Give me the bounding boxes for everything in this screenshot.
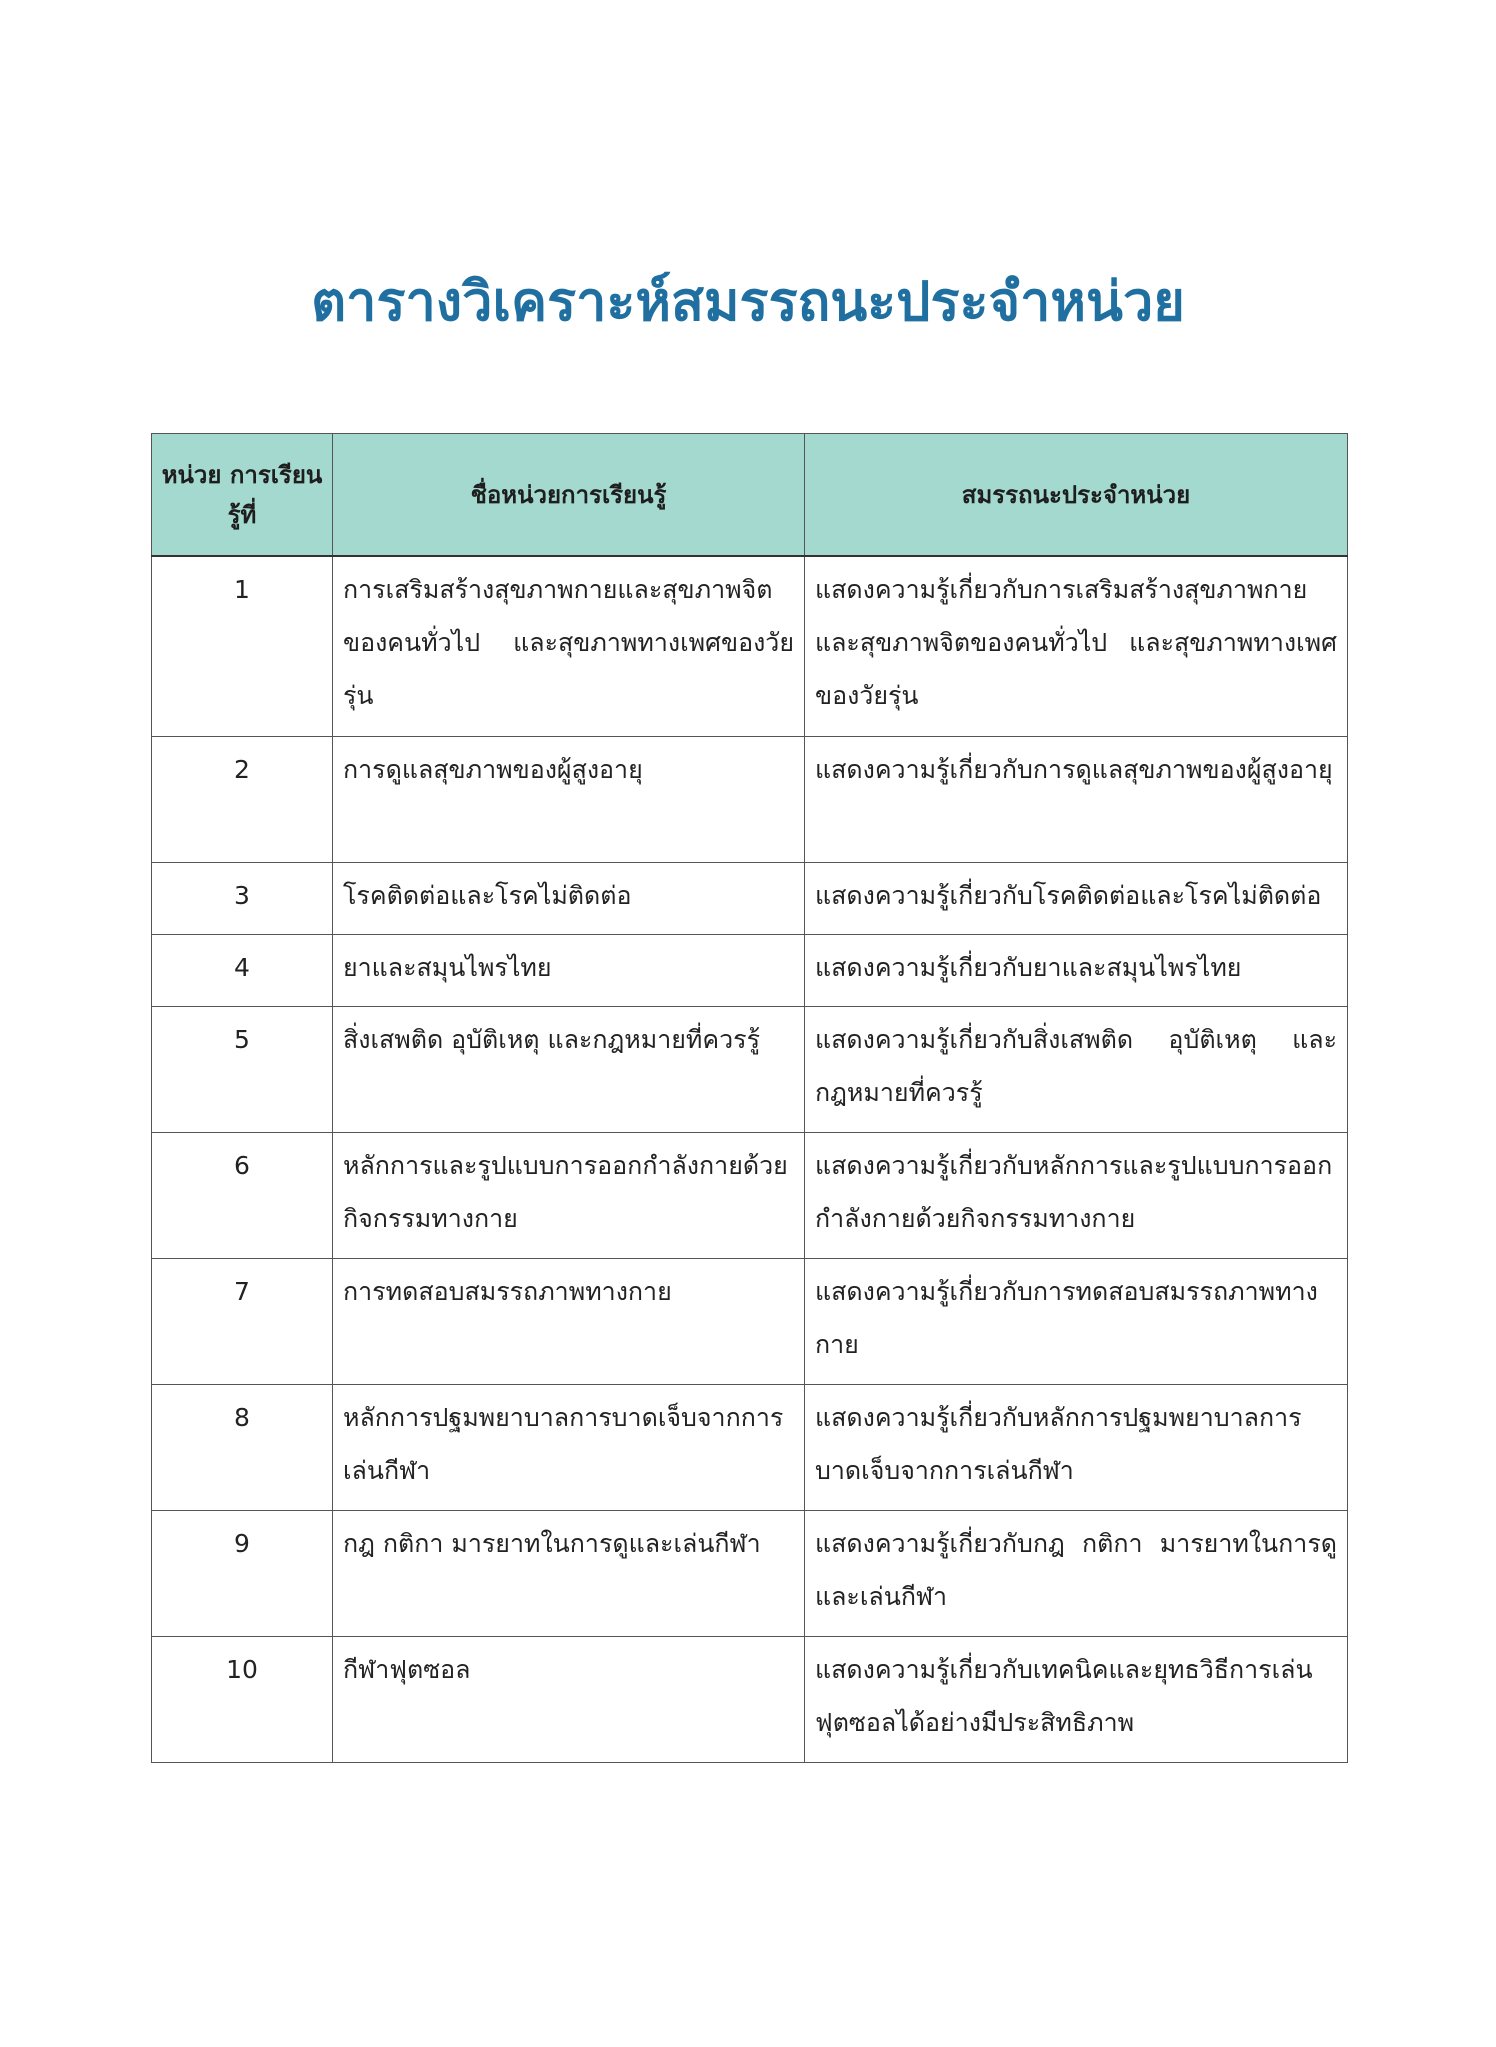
unit-number: 10 bbox=[152, 1636, 333, 1762]
unit-name: หลักการและรูปแบบการออกกำลังกายด้วยกิจกรรมทางกาย bbox=[333, 1132, 805, 1258]
unit-competency: แสดงความรู้เกี่ยวกับสิ่งเสพติด อุบัติเหตุ และกฎหมายที่ควรรู้ bbox=[805, 1006, 1348, 1132]
unit-name: สิ่งเสพติด อุบัติเหตุ และกฎหมายที่ควรรู้ bbox=[333, 1006, 805, 1132]
unit-name: การเสริมสร้างสุขภาพกายและสุขภาพจิตของคนทั่วไป และสุขภาพทางเพศของวัยรุ่น bbox=[333, 556, 805, 736]
unit-number: 1 bbox=[152, 556, 333, 736]
unit-number: 8 bbox=[152, 1384, 333, 1510]
table-row bbox=[152, 736, 1348, 862]
header-row bbox=[152, 434, 1348, 557]
unit-competency: แสดงความรู้เกี่ยวกับโรคติดต่อและโรคไม่ติดต่อ bbox=[805, 862, 1348, 934]
unit-competency: แสดงความรู้เกี่ยวกับการดูแลสุขภาพของผู้สูงอายุ bbox=[805, 736, 1348, 862]
table-row bbox=[152, 934, 1348, 1006]
table-row bbox=[152, 862, 1348, 934]
competency-table bbox=[151, 433, 1348, 1763]
unit-number: 9 bbox=[152, 1510, 333, 1636]
unit-competency: แสดงความรู้เกี่ยวกับเทคนิคและยุทธวิธีการเล่นฟุตซอลได้อย่างมีประสิทธิภาพ bbox=[805, 1636, 1348, 1762]
table-row bbox=[152, 1384, 1348, 1510]
unit-competency: แสดงความรู้เกี่ยวกับการเสริมสร้างสุขภาพกายและสุขภาพจิตของคนทั่วไป และสุขภาพทางเพศของวัยรุ่น bbox=[805, 556, 1348, 736]
unit-name: หลักการปฐมพยาบาลการบาดเจ็บจากการเล่นกีฬา bbox=[333, 1384, 805, 1510]
header-unit-number: หน่วย การเรียนรู้ที่ bbox=[152, 434, 333, 557]
unit-number: 4 bbox=[152, 934, 333, 1006]
unit-competency: แสดงความรู้เกี่ยวกับการทดสอบสมรรถภาพทางกาย bbox=[805, 1258, 1348, 1384]
unit-number: 3 bbox=[152, 862, 333, 934]
unit-number: 2 bbox=[152, 736, 333, 862]
unit-competency: แสดงความรู้เกี่ยวกับหลักการและรูปแบบการออกกำลังกายด้วยกิจกรรมทางกาย bbox=[805, 1132, 1348, 1258]
unit-name: กีฬาฟุตซอล bbox=[333, 1636, 805, 1762]
table-row bbox=[152, 1132, 1348, 1258]
unit-competency: แสดงความรู้เกี่ยวกับหลักการปฐมพยาบาลการบาดเจ็บจากการเล่นกีฬา bbox=[805, 1384, 1348, 1510]
table-row bbox=[152, 1636, 1348, 1762]
unit-name: โรคติดต่อและโรคไม่ติดต่อ bbox=[333, 862, 805, 934]
table-row bbox=[152, 1510, 1348, 1636]
table-row bbox=[152, 556, 1348, 736]
unit-competency: แสดงความรู้เกี่ยวกับยาและสมุนไพรไทย bbox=[805, 934, 1348, 1006]
unit-name: กฎ กติกา มารยาทในการดูและเล่นกีฬา bbox=[333, 1510, 805, 1636]
unit-competency: แสดงความรู้เกี่ยวกับกฎ กติกา มารยาทในการดูและเล่นกีฬา bbox=[805, 1510, 1348, 1636]
unit-name: ยาและสมุนไพรไทย bbox=[333, 934, 805, 1006]
header-unit-name: ชื่อหน่วยการเรียนรู้ bbox=[333, 434, 805, 557]
unit-name: การดูแลสุขภาพของผู้สูงอายุ bbox=[333, 736, 805, 862]
table-header bbox=[152, 434, 1348, 557]
unit-number: 6 bbox=[152, 1132, 333, 1258]
header-competency: สมรรถนะประจำหน่วย bbox=[805, 434, 1348, 557]
unit-number: 5 bbox=[152, 1006, 333, 1132]
table-body bbox=[152, 556, 1348, 1762]
page-title: ตารางวิเคราะห์สมรรถนะประจำหน่วย bbox=[311, 270, 1185, 333]
unit-name: การทดสอบสมรรถภาพทางกาย bbox=[333, 1258, 805, 1384]
table-row bbox=[152, 1006, 1348, 1132]
unit-number: 7 bbox=[152, 1258, 333, 1384]
table-row bbox=[152, 1258, 1348, 1384]
